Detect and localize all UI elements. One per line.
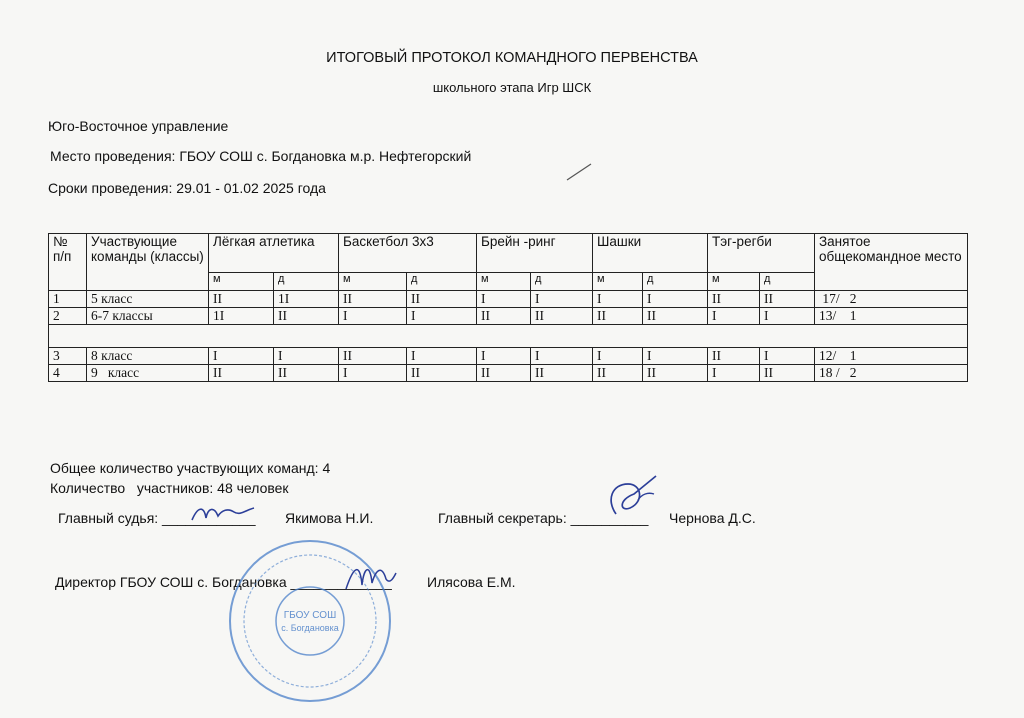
table-row xyxy=(49,365,968,382)
score-cell: I xyxy=(531,348,593,365)
score-cell: I xyxy=(209,348,274,365)
score-cell: II xyxy=(593,365,643,382)
score-cell: II xyxy=(477,365,531,382)
header-place: Занятое общекомандное место xyxy=(815,234,968,291)
score-cell: II xyxy=(209,365,274,382)
director-name: Илясова Е.М. xyxy=(427,574,516,590)
blank-cell xyxy=(49,325,968,348)
director-label: Директор ГБОУ СОШ с. Богдановка _____________ xyxy=(55,574,392,590)
score-cell: I xyxy=(643,348,708,365)
score-cell: I xyxy=(339,365,407,382)
judge-label: Главный судья: ____________ xyxy=(58,510,256,526)
header-teams: Участвующие команды (классы) xyxy=(87,234,209,291)
score-cell: I xyxy=(477,348,531,365)
header-athletics: Лёгкая атлетика xyxy=(209,234,339,273)
table-row xyxy=(49,348,968,365)
row-place: 13/ 1 xyxy=(815,308,968,325)
score-cell: II xyxy=(339,348,407,365)
score-cell: I xyxy=(708,365,760,382)
protocol-subtitle: школьного этапа Игр ШСК xyxy=(432,80,592,95)
stamp-center-line2: с. Богдановка xyxy=(281,623,339,633)
secretary-name: Чернова Д.С. xyxy=(669,510,756,526)
blank-row xyxy=(49,325,968,348)
score-cell: I xyxy=(339,308,407,325)
score-cell: I xyxy=(593,291,643,308)
score-cell: I xyxy=(643,291,708,308)
row-num: 3 xyxy=(49,348,87,365)
row-team: 8 класс xyxy=(87,348,209,365)
header-num: № п/п xyxy=(49,234,87,291)
secretary-label: Главный секретарь: __________ xyxy=(438,510,649,526)
participants-count: Количество участников: 48 человек xyxy=(50,480,289,496)
sub-d: д xyxy=(760,273,815,291)
venue: Место проведения: ГБОУ СОШ с. Богдановка м.р. Нефтегорский xyxy=(50,148,472,164)
score-cell: II xyxy=(593,308,643,325)
table-row xyxy=(49,291,968,308)
score-cell: I xyxy=(531,291,593,308)
score-cell: I xyxy=(760,308,815,325)
sub-d: д xyxy=(274,273,339,291)
sub-d: д xyxy=(643,273,708,291)
sub-m: м xyxy=(339,273,407,291)
row-place: 18 / 2 xyxy=(815,365,968,382)
row-team: 9 класс xyxy=(87,365,209,382)
score-cell: II xyxy=(708,348,760,365)
stamp-inner-ring xyxy=(276,587,344,655)
header-basketball: Баскетбол 3х3 xyxy=(339,234,477,273)
header-checkers: Шашки xyxy=(593,234,708,273)
score-cell: II xyxy=(643,365,708,382)
score-cell: I xyxy=(274,348,339,365)
row-num: 2 xyxy=(49,308,87,325)
total-teams: Общее количество участвующих команд: 4 xyxy=(50,460,331,476)
sub-m: м xyxy=(209,273,274,291)
score-cell: I xyxy=(407,348,477,365)
row-place: 12/ 1 xyxy=(815,348,968,365)
judge-signature xyxy=(188,500,258,526)
results-table xyxy=(48,233,968,382)
department: Юго-Восточное управление xyxy=(48,118,229,134)
sub-d: д xyxy=(407,273,477,291)
score-cell: II xyxy=(760,291,815,308)
sub-d: д xyxy=(531,273,593,291)
score-cell: II xyxy=(531,365,593,382)
protocol-title: ИТОГОВЫЙ ПРОТОКОЛ КОМАНДНОГО ПЕРВЕНСТВА xyxy=(326,50,698,66)
score-cell: I xyxy=(407,308,477,325)
score-cell: II xyxy=(531,308,593,325)
score-cell: II xyxy=(209,291,274,308)
row-team: 6-7 классы xyxy=(87,308,209,325)
score-cell: II xyxy=(407,291,477,308)
score-cell: 1I xyxy=(209,308,274,325)
score-cell: II xyxy=(643,308,708,325)
row-num: 4 xyxy=(49,365,87,382)
header-brainring: Брейн -ринг xyxy=(477,234,593,273)
score-cell: 1I xyxy=(274,291,339,308)
row-num: 1 xyxy=(49,291,87,308)
secretary-signature xyxy=(598,470,662,526)
stamp-center-line1: ГБОУ СОШ xyxy=(283,610,337,621)
score-cell: I xyxy=(477,291,531,308)
score-cell: II xyxy=(760,365,815,382)
score-cell: II xyxy=(274,365,339,382)
score-cell: II xyxy=(477,308,531,325)
sub-m: м xyxy=(477,273,531,291)
score-cell: II xyxy=(708,291,760,308)
score-cell: II xyxy=(274,308,339,325)
score-cell: I xyxy=(593,348,643,365)
director-signature xyxy=(340,555,400,597)
header-tagrugby: Тэг-регби xyxy=(708,234,815,273)
judge-name: Якимова Н.И. xyxy=(285,510,374,526)
row-place: 17/ 2 xyxy=(815,291,968,308)
sub-m: м xyxy=(708,273,760,291)
score-cell: I xyxy=(760,348,815,365)
score-cell: II xyxy=(407,365,477,382)
row-team: 5 класс xyxy=(87,291,209,308)
score-cell: II xyxy=(339,291,407,308)
sub-m: м xyxy=(593,273,643,291)
score-cell: I xyxy=(708,308,760,325)
table-row xyxy=(49,308,968,325)
ink-mark xyxy=(565,160,595,182)
dates: Сроки проведения: 29.01 - 01.02 2025 года xyxy=(48,180,326,196)
